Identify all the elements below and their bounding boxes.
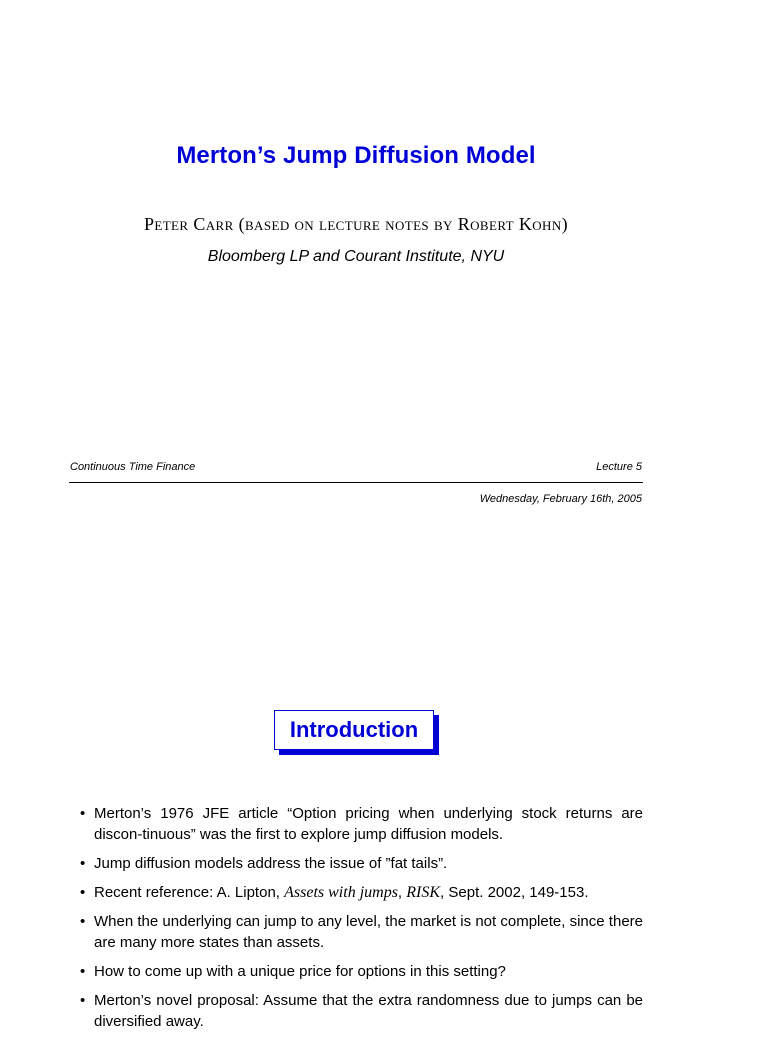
bullet-icon: • [80, 913, 86, 930]
bullet-list [80, 803, 643, 1040]
footer-date: Wednesday, February 16th, 2005 [479, 493, 642, 505]
bullet-text: , [397, 884, 407, 901]
bullet-icon: • [80, 805, 86, 822]
bullet-item [80, 803, 643, 845]
slide-affiliation: Bloomberg LP and Courant Institute, NYU [207, 248, 505, 265]
section-heading: Introduction [289, 717, 419, 742]
bullet-icon: • [80, 963, 86, 980]
slide-title: Merton’s Jump Diffusion Model [176, 142, 536, 169]
bullet-text: How to come up with a unique price for options in this setting? [94, 963, 506, 980]
bullet-text: Merton’s 1976 JFE article “Option pricing when underlying stock returns are discon-tinuous” was the first to explore jump diffusion models. [94, 805, 643, 843]
bullet-item [80, 990, 643, 1032]
footer-lecture-number: Lecture 5 [596, 461, 642, 473]
bullet-text: Jump diffusion models address the issue of ”fat tails”. [94, 855, 448, 872]
slide-author: Peter Carr (based on lecture notes by Robert Kohn) [143, 214, 569, 234]
reference-title: Assets with jumps [284, 884, 398, 901]
section-heading-box [274, 710, 434, 750]
bullet-icon: • [80, 992, 86, 1009]
bullet-text: Merton’s novel proposal: Assume that the extra randomness due to jumps can be diversified away. [94, 992, 643, 1030]
reference-journal: RISK [406, 884, 441, 901]
bullet-text: Recent reference: A. Lipton, [94, 884, 285, 901]
footer-divider [69, 482, 643, 483]
bullet-text: When the underlying can jump to any level, the market is not complete, since there are many more states than assets. [94, 913, 643, 951]
bullet-item [80, 961, 643, 982]
bullet-item [80, 882, 643, 903]
bullet-icon: • [80, 855, 86, 872]
bullet-text: , Sept. 2002, 149-153. [440, 884, 589, 901]
footer-course-name: Continuous Time Finance [70, 461, 196, 473]
bullet-item [80, 853, 643, 874]
bullet-icon: • [80, 884, 86, 901]
bullet-item [80, 911, 643, 953]
